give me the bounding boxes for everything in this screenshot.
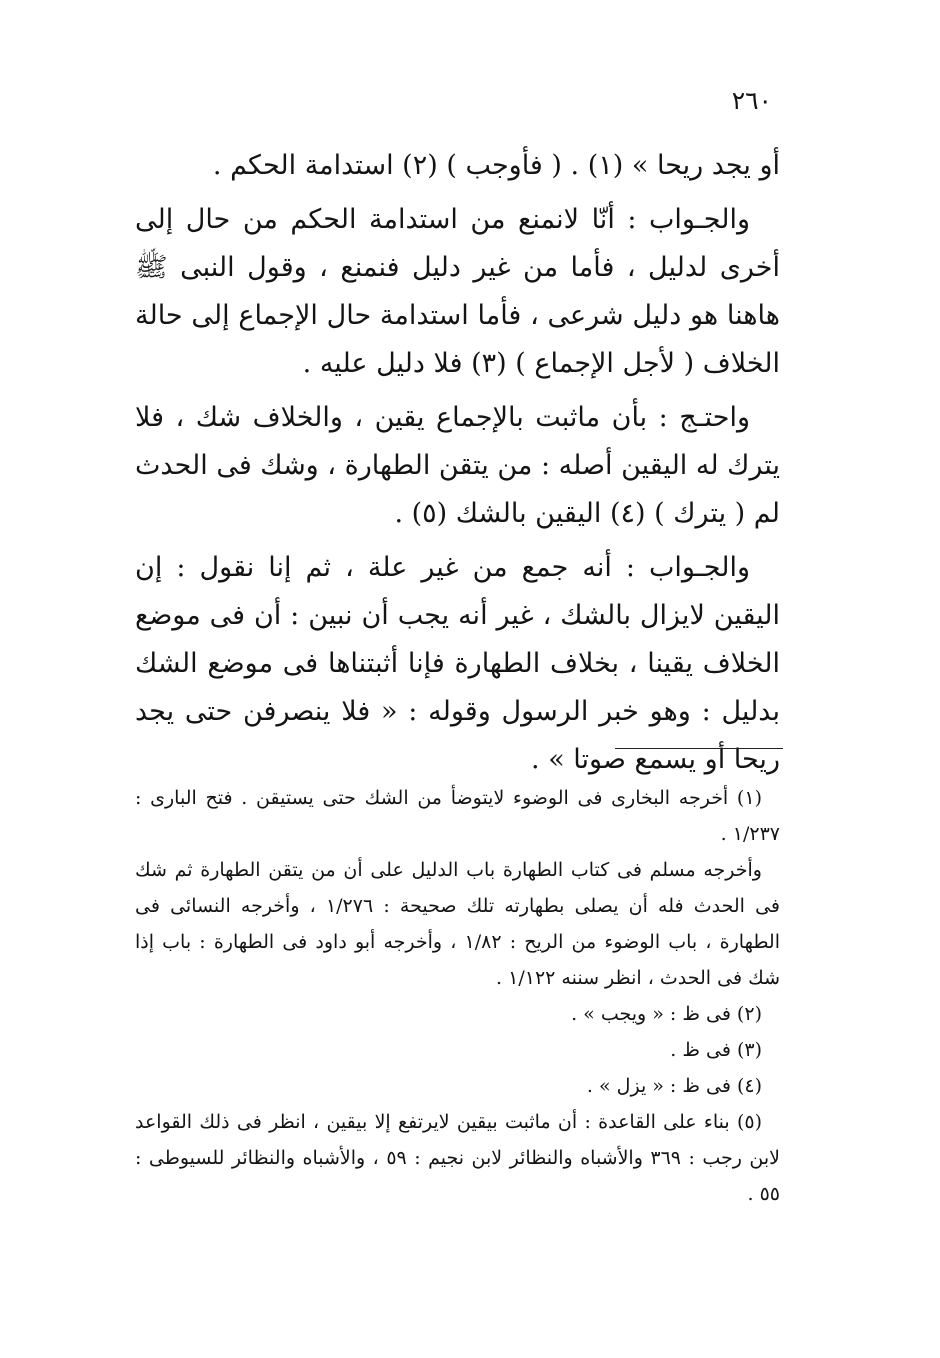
body-paragraph: والجـواب : أنه جمع من غير علة ، ثم إنا نقول : إن اليقين لايزال بالشك ، غير أنه يجب أن نبين : أن فى موضع الخلاف يقينا ، بخلاف الطهارة فإنا أثبتناها فى موضع الشك بدليل : وهو خبر الرسول وقوله : « فلا ينصرفن حتى يجد ريحا أو يسمع صوتا » . [135,552,780,775]
page-number: ٢٦٠ [731,86,772,115]
main-text [135,142,780,790]
footnotes [135,780,780,1212]
footnote: وأخرجه مسلم فى كتاب الطهارة باب الدليل على أن من يتقن الطهارة ثم شك فى الحدث فله أن يصلى بطهارته تلك صحيحة : ١/٢٧٦ ، وأخرجه النسائى فى الطهارة ، باب الوضوء من الريح : ١/٨٢ ، وأخرجه أبو داود فى الطهارة : باب إذا شك فى الحدث ، انظر سننه ١/١٢٢ . [135,859,780,989]
body-paragraph: والجـواب : أنّا لانمنع من استدامة الحكم من حال إلى أخرى لدليل ، فأما من غير دليل فنمنع ، وقول النبى ﷺ هاهنا هو دليل شرعى ، فأما استدامة حال الإجماع إلى حالة الخلاف ( لأجل الإجماع ) (٣) فلا دليل عليه . [135,204,780,379]
footnote: (١) أخرجه البخارى فى الوضوء لايتوضأ من الشك حتى يستيقن . فتح البارى : ١/٢٣٧ . [135,787,780,845]
footnote: (٥) بناء على القاعدة : أن ماثبت بيقين لايرتفع إلا بيقين ، انظر فى ذلك القواعد لابن رجب : ٣٦٩ والأشباه والنظائر لابن نجيم : ٥٩ ، والأشباه والنظائر للسيوطى : ٥٥ . [135,1111,781,1205]
body-paragraph: واحتـج : بأن ماثبت بالإجماع يقين ، والخلاف شك ، فلا يترك له اليقين أصله : من يتقن الطهارة ، وشك فى الحدث لم ( يترك ) (٤) اليقين بالشك (٥) . [134,402,780,529]
footnote: (٤) فى ظ : « يزل » . [586,1075,762,1097]
footnote: (٢) فى ظ : « ويجب » . [571,1003,762,1025]
body-paragraph: أو يجد ريحا » (١) . ( فأوجب ) (٢) استدامة الحكم . [212,150,780,181]
footnote: (٣) فى ظ . [670,1039,762,1061]
footnote-separator [615,748,783,749]
